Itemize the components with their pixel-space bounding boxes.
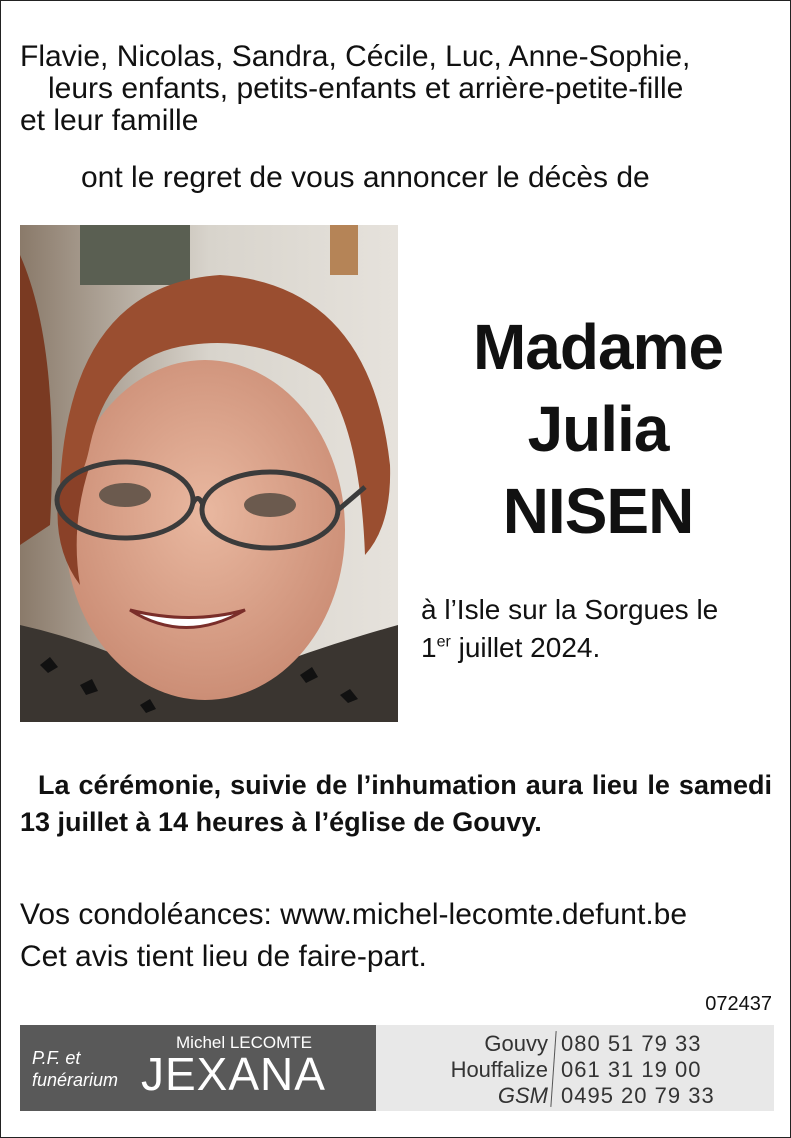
owner-name: Michel LECOMTE [176, 1033, 313, 1052]
death-day: 1 [421, 632, 437, 663]
deceased-name [421, 306, 775, 552]
portrait-photo [20, 225, 398, 722]
death-place-date [421, 591, 718, 667]
pf-line-2: funérarium [32, 1070, 119, 1090]
location-2: Houffalize [450, 1057, 548, 1082]
phone-numbers [561, 1031, 715, 1109]
family-line-2: leurs enfants, petits-enfants et arrière-petite-fille [48, 72, 684, 105]
announcement-text: ont le regret de vous annoncer le décès de [81, 161, 650, 194]
death-day-suffix: er [436, 633, 451, 651]
location-3: GSM [497, 1083, 548, 1108]
pf-label [32, 1047, 118, 1091]
death-date [421, 629, 718, 667]
condolences-link[interactable]: Vos condoléances: www.michel-lecomte.defunt.be [20, 898, 688, 931]
death-place: à l’Isle sur la Sorgues le [421, 594, 719, 625]
banner-divider [550, 1031, 556, 1107]
phone-3[interactable]: 0495 20 79 33 [561, 1083, 715, 1108]
ceremony-info: La cérémonie, suivie de l’inhumation aura lieu le samedi 13 juillet à 14 heures à l’église de Gouvy. [20, 770, 772, 837]
reference-number: 072437 [705, 993, 772, 1015]
deceased-title: Madame [472, 311, 724, 383]
location-1: Gouvy [484, 1031, 548, 1056]
funeral-home-banner [20, 1025, 774, 1111]
locations [398, 1031, 548, 1109]
brand-logo: JEXANA [141, 1048, 326, 1100]
pf-line-1: P.F. et [32, 1048, 81, 1068]
deceased-last-name: NISEN [502, 475, 694, 547]
notice-text: Cet avis tient lieu de faire-part. [20, 940, 427, 973]
deceased-first-name: Julia [527, 393, 669, 465]
phone-2[interactable]: 061 31 19 00 [561, 1057, 702, 1082]
phone-1[interactable]: 080 51 79 33 [561, 1031, 702, 1056]
family-intro [20, 41, 690, 137]
portrait-illustration [20, 225, 398, 722]
family-line-3: et leur famille [20, 104, 199, 137]
death-month-year: juillet 2024. [450, 632, 601, 663]
condolences-block [20, 894, 687, 978]
family-line-1: Flavie, Nicolas, Sandra, Cécile, Luc, Anne-Sophie, [20, 40, 691, 73]
